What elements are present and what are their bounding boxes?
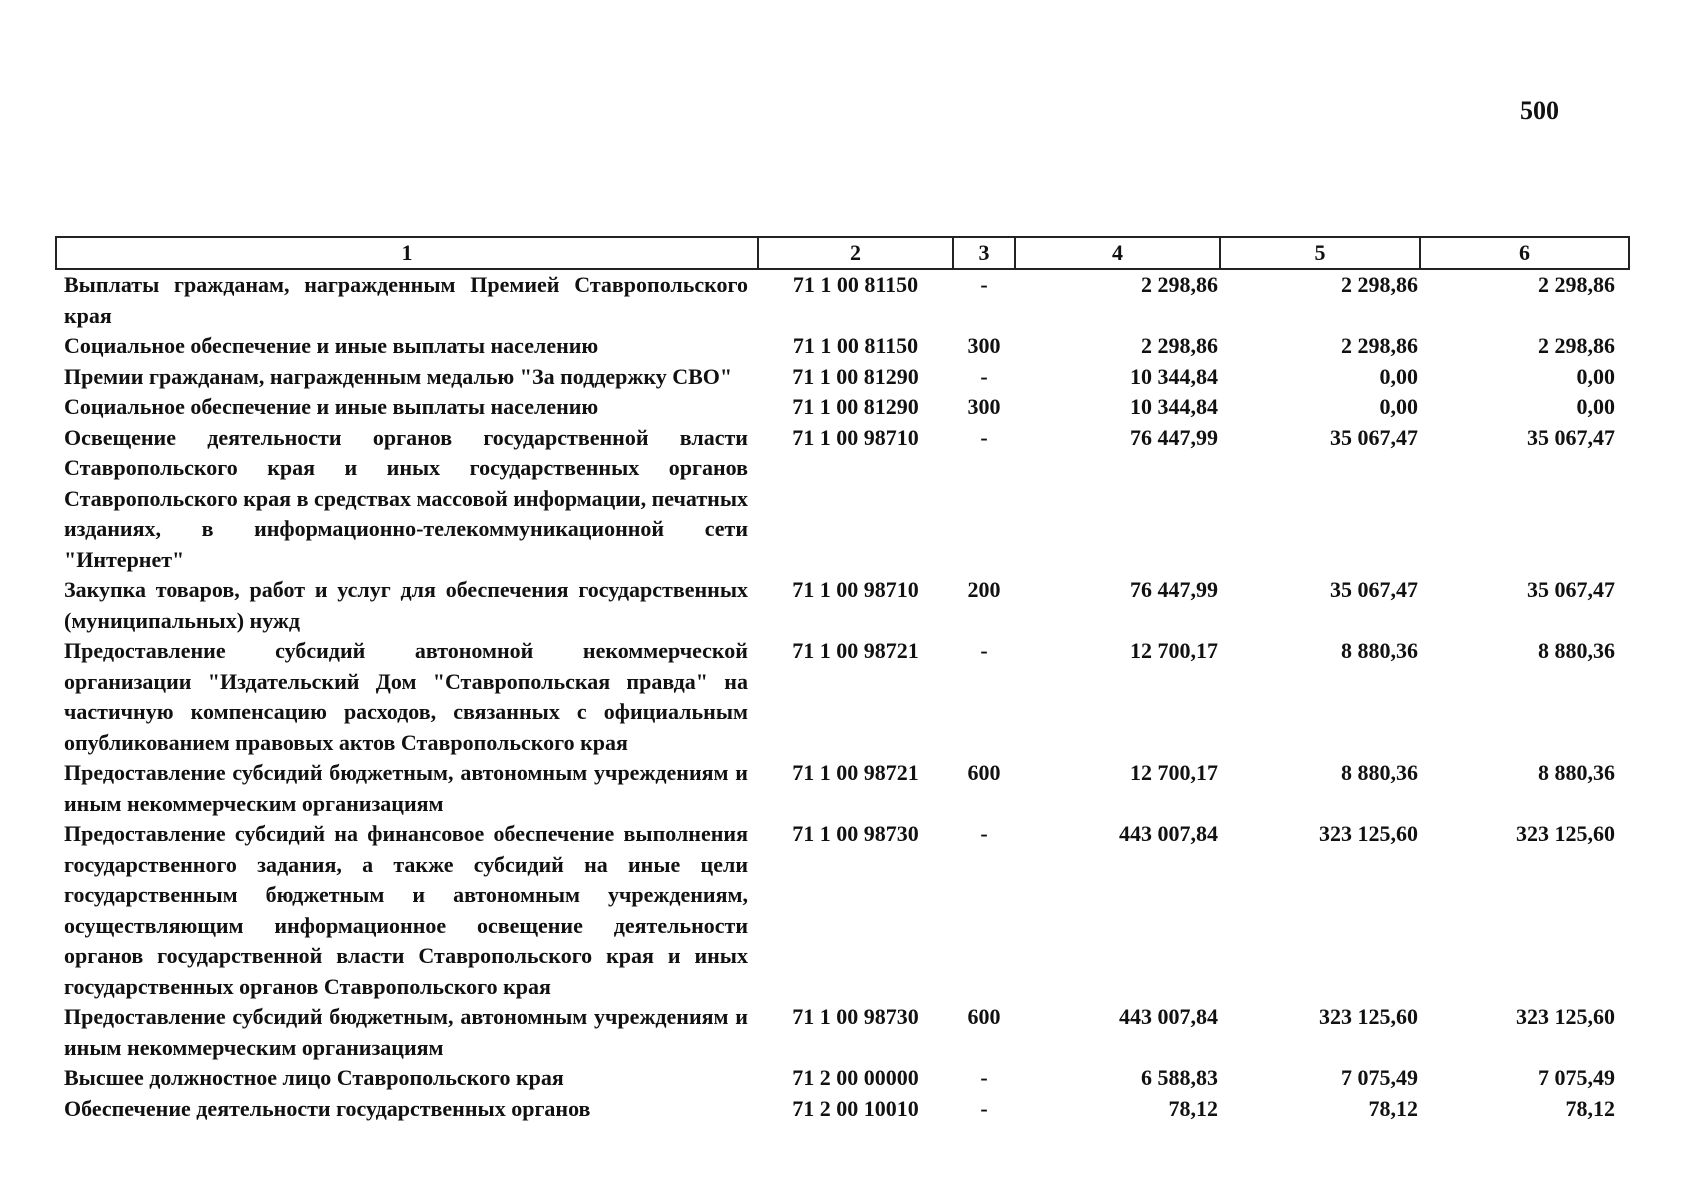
row-value-6: 7 075,49: [1538, 1065, 1615, 1090]
row-name: Освещение деятельности органов государственной власти Ставропольского края и иных государственных органов Ставропольского края в средствах массовой информации, печатных изданиях, в информационно-телекоммуникационной сети "Интернет": [64, 424, 748, 572]
row-expense-type: -: [980, 363, 988, 389]
row-value-4: 6 588,83: [1141, 1065, 1218, 1090]
row-code: 71 1 00 98710: [792, 577, 919, 602]
row-value-6: 2 298,86: [1538, 333, 1615, 358]
table-row: [56, 1063, 1629, 1094]
row-value-6: 8 880,36: [1538, 760, 1615, 785]
table-row: [56, 1094, 1629, 1125]
row-value-6: 8 880,36: [1538, 638, 1615, 663]
budget-table: [55, 236, 1630, 1124]
row-name: Выплаты гражданам, награжденным Премией Ставропольского края: [64, 272, 748, 328]
row-code: 71 1 00 98710: [792, 424, 919, 450]
row-value-5: 323 125,60: [1319, 1004, 1418, 1029]
row-value-5: 78,12: [1368, 1095, 1418, 1121]
row-name: Обеспечение деятельности государственных органов: [64, 1095, 591, 1121]
row-code: 71 1 00 98730: [792, 821, 919, 846]
row-value-4: 443 007,84: [1119, 821, 1218, 846]
row-name: Социальное обеспечение и иные выплаты населению: [64, 394, 599, 419]
row-value-5: 0,00: [1379, 394, 1418, 419]
row-code: 71 1 00 98721: [792, 760, 919, 785]
row-value-5: 0,00: [1379, 363, 1418, 389]
row-value-4: 10 344,84: [1130, 363, 1218, 389]
row-code: 71 1 00 81150: [792, 333, 919, 358]
row-name: Предоставление субсидий бюджетным, автономным учреждениям и иным некоммерческим организациям: [64, 760, 748, 816]
table-row: [56, 758, 1629, 819]
row-expense-type: -: [980, 272, 988, 297]
header-col-2: 2: [758, 237, 953, 269]
row-expense-type: -: [980, 821, 988, 846]
row-value-6: 2 298,86: [1538, 272, 1615, 297]
row-value-6: 323 125,60: [1516, 821, 1615, 846]
row-name: Премии гражданам, награжденным медалью "За поддержку СВО": [64, 363, 733, 389]
row-expense-type: 300: [967, 394, 1001, 419]
row-value-5: 35 067,47: [1330, 424, 1418, 450]
row-value-4: 78,12: [1168, 1095, 1218, 1121]
row-value-5: 8 880,36: [1341, 638, 1418, 663]
row-value-6: 78,12: [1565, 1095, 1615, 1121]
row-name: Предоставление субсидий бюджетным, автономным учреждениям и иным некоммерческим организациям: [64, 1004, 748, 1060]
table-row: [56, 331, 1629, 362]
table-row: [56, 392, 1629, 423]
row-value-5: 323 125,60: [1319, 821, 1418, 846]
row-expense-type: 200: [967, 577, 1001, 602]
row-value-6: 35 067,47: [1527, 424, 1615, 450]
row-value-4: 12 700,17: [1130, 760, 1218, 785]
header-col-4: 4: [1015, 237, 1220, 269]
row-expense-type: -: [980, 424, 988, 450]
row-value-6: 0,00: [1576, 363, 1615, 389]
table-row: [56, 819, 1629, 1002]
table-row: [56, 1002, 1629, 1063]
row-name: Предоставление субсидий на финансовое обеспечение выполнения государственного задания, а также субсидий на иные цели государственным бюджетным и автономным учреждениям, осуществляющим информационное освещение деятельности органов государственной власти Ставропольского края и иных государственных органов Ставропольского края: [64, 821, 748, 999]
row-value-5: 35 067,47: [1330, 577, 1418, 602]
row-value-5: 2 298,86: [1341, 333, 1418, 358]
row-code: 71 1 00 98721: [792, 638, 919, 663]
table-row: [56, 269, 1629, 331]
row-code: 71 1 00 81150: [792, 272, 919, 297]
row-name: Закупка товаров, работ и услуг для обеспечения государственных (муниципальных) нужд: [64, 577, 748, 633]
header-col-1: 1: [56, 237, 758, 269]
row-expense-type: -: [980, 1065, 988, 1090]
row-code: 71 2 00 10010: [792, 1095, 919, 1121]
table-row: [56, 636, 1629, 758]
row-code: 71 1 00 98730: [792, 1004, 919, 1029]
header-col-3: 3: [953, 237, 1015, 269]
header-col-5: 5: [1220, 237, 1420, 269]
page-number: 500: [1520, 96, 1559, 125]
row-value-4: 2 298,86: [1141, 333, 1218, 358]
row-name: Социальное обеспечение и иные выплаты населению: [64, 333, 599, 358]
table-row: [56, 362, 1629, 393]
row-value-6: 35 067,47: [1527, 577, 1615, 602]
row-name: Предоставление субсидий автономной некоммерческой организации "Издательский Дом "Ставропольская правда" на частичную компенсацию расходов, связанных с официальным опубликованием правовых актов Ставропольского края: [64, 638, 748, 755]
row-value-4: 12 700,17: [1130, 638, 1218, 663]
table-row: [56, 575, 1629, 636]
header-col-6: 6: [1420, 237, 1629, 269]
row-code: 71 1 00 81290: [792, 394, 919, 419]
row-code: 71 2 00 00000: [792, 1065, 919, 1090]
row-value-5: 2 298,86: [1341, 272, 1418, 297]
row-value-5: 7 075,49: [1341, 1065, 1418, 1090]
row-value-4: 76 447,99: [1130, 577, 1218, 602]
row-value-4: 2 298,86: [1141, 272, 1218, 297]
row-expense-type: -: [980, 638, 988, 663]
row-value-4: 76 447,99: [1130, 424, 1218, 450]
budget-table-container: [55, 236, 1628, 1124]
row-expense-type: -: [980, 1095, 988, 1121]
header-row: [56, 237, 1629, 269]
row-expense-type: 600: [967, 760, 1001, 785]
row-value-6: 0,00: [1576, 394, 1615, 419]
row-code: 71 1 00 81290: [792, 363, 919, 389]
row-value-5: 8 880,36: [1341, 760, 1418, 785]
row-expense-type: 300: [967, 333, 1001, 358]
row-expense-type: 600: [967, 1004, 1001, 1029]
row-name: Высшее должностное лицо Ставропольского края: [64, 1065, 564, 1090]
table-row: [56, 423, 1629, 576]
row-value-6: 323 125,60: [1516, 1004, 1615, 1029]
row-value-4: 10 344,84: [1130, 394, 1218, 419]
row-value-4: 443 007,84: [1119, 1004, 1218, 1029]
